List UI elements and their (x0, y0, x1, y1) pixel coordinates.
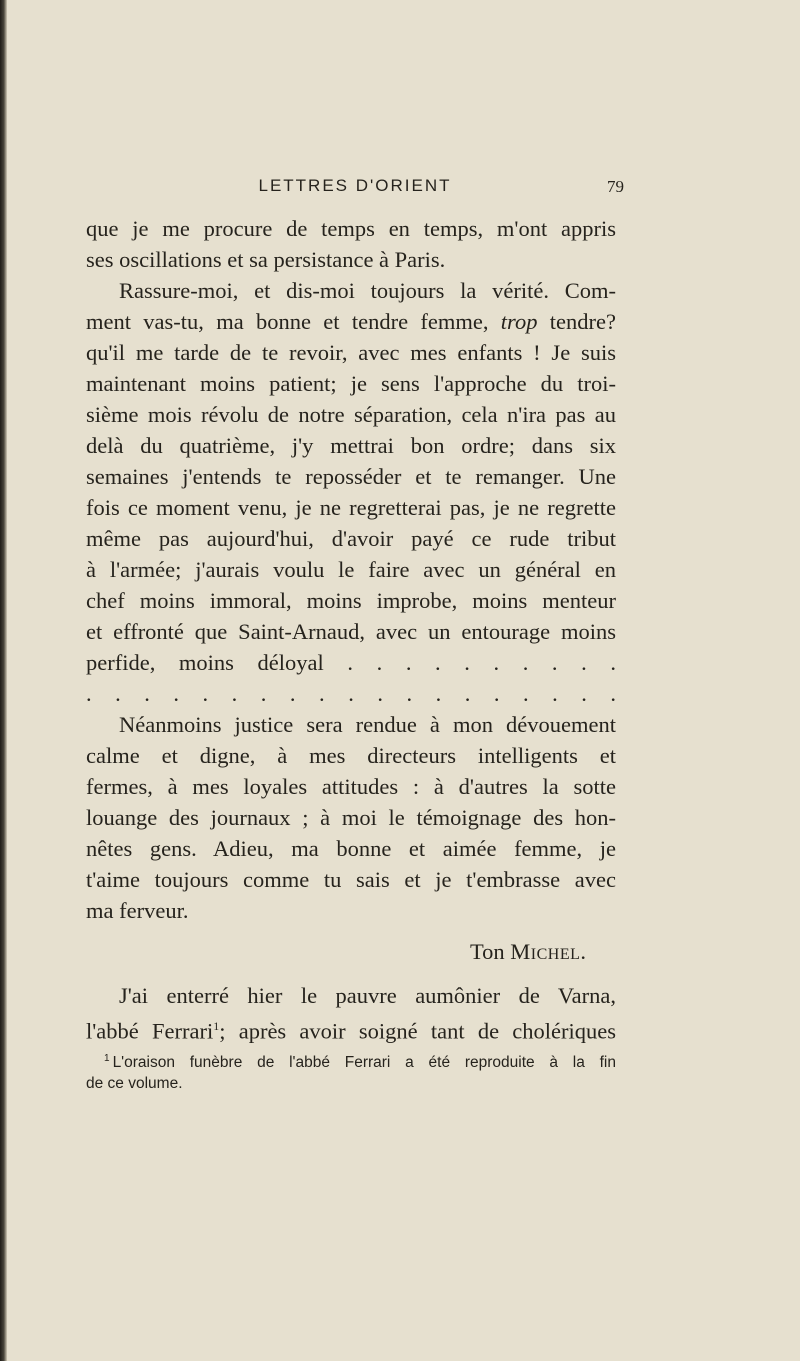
text-line: fois ce moment venu, je ne regretterai pas, je ne regrette (86, 495, 616, 520)
text-span: tendre? (549, 309, 617, 334)
text-line: maintenant moins patient; je sens l'approche du troi- (86, 371, 616, 396)
signature-suffix: . (580, 939, 586, 964)
footnote-line: de ce volume. (86, 1075, 183, 1092)
italic-word: trop (500, 309, 538, 334)
text-line (86, 1011, 616, 1042)
text-line: à l'armée; j'aurais voulu le faire avec un général en (86, 557, 616, 582)
text-line: nêtes gens. Adieu, ma bonne et aimée femme, je (86, 836, 616, 861)
text-line: t'aime toujours comme tu sais et je t'embrasse avec (86, 867, 616, 892)
signature (86, 936, 616, 967)
footnote-mark: 1 (104, 1053, 110, 1064)
footnote-reference: 1 (213, 1019, 220, 1033)
text-line (86, 306, 616, 337)
text-span: l'abbé Ferrari (86, 1018, 214, 1044)
text-line: sième mois révolu de notre séparation, cela n'ira pas au (86, 402, 616, 427)
text-line: qu'il me tarde de te revoir, avec mes enfants ! Je suis (86, 340, 616, 365)
page-header (86, 176, 624, 202)
footnote-line (86, 1048, 616, 1073)
text-line: calme et digne, à mes directeurs intelligents et (86, 743, 616, 768)
signature-prefix: Ton (469, 939, 505, 964)
text-line: J'ai enterré hier le pauvre aumônier de Varna, (119, 983, 616, 1008)
text-line: et effronté que Saint-Arnaud, avec un entourage moins (86, 619, 616, 644)
text-line: ses oscillations et sa persistance à Paris. (86, 247, 446, 272)
text-line: Rassure-moi, et dis-moi toujours la vérité. Com- (119, 278, 616, 303)
text-span: perfide, moins déloyal (86, 650, 324, 675)
text-line: louange des journaux ; à moi le témoignage des hon- (86, 805, 616, 830)
page-edge (0, 0, 7, 1361)
ellipsis-dots: . . . . . . . . . . (347, 650, 617, 675)
text-span: ; après avoir soigné tant de cholériques (219, 1018, 616, 1044)
footnote-text: L'oraison funèbre de l'abbé Ferrari a été reproduite à la fin (112, 1054, 616, 1071)
text-line: semaines j'entends te reposséder et te remanger. Une (86, 464, 616, 489)
running-title: LETTRES D'ORIENT (258, 176, 452, 195)
letter-body (86, 213, 616, 1042)
text-line: delà du quatrième, j'y mettrai bon ordre; dans six (86, 433, 616, 458)
text-line: que je me procure de temps en temps, m'ont appris (86, 216, 616, 241)
text-line: Néanmoins justice sera rendue à mon dévouement (119, 712, 616, 737)
text-line: même pas aujourd'hui, d'avoir payé ce rude tribut (86, 526, 616, 551)
text-line: ma ferveur. (86, 898, 189, 923)
text-line (86, 647, 616, 678)
text-line: chef moins immoral, moins improbe, moins menteur (86, 588, 616, 613)
text-span: ment vas-tu, ma bonne et tendre femme, (86, 309, 489, 334)
footnote (86, 1048, 616, 1094)
ellipsis-row: . . . . . . . . . . . . . . . . . . . (86, 681, 616, 706)
signature-name: Michel (510, 939, 581, 964)
text-line: fermes, à mes loyales attitudes : à d'autres la sotte (86, 774, 616, 799)
page-number: 79 (607, 177, 624, 196)
paragraph-gap (86, 967, 616, 980)
